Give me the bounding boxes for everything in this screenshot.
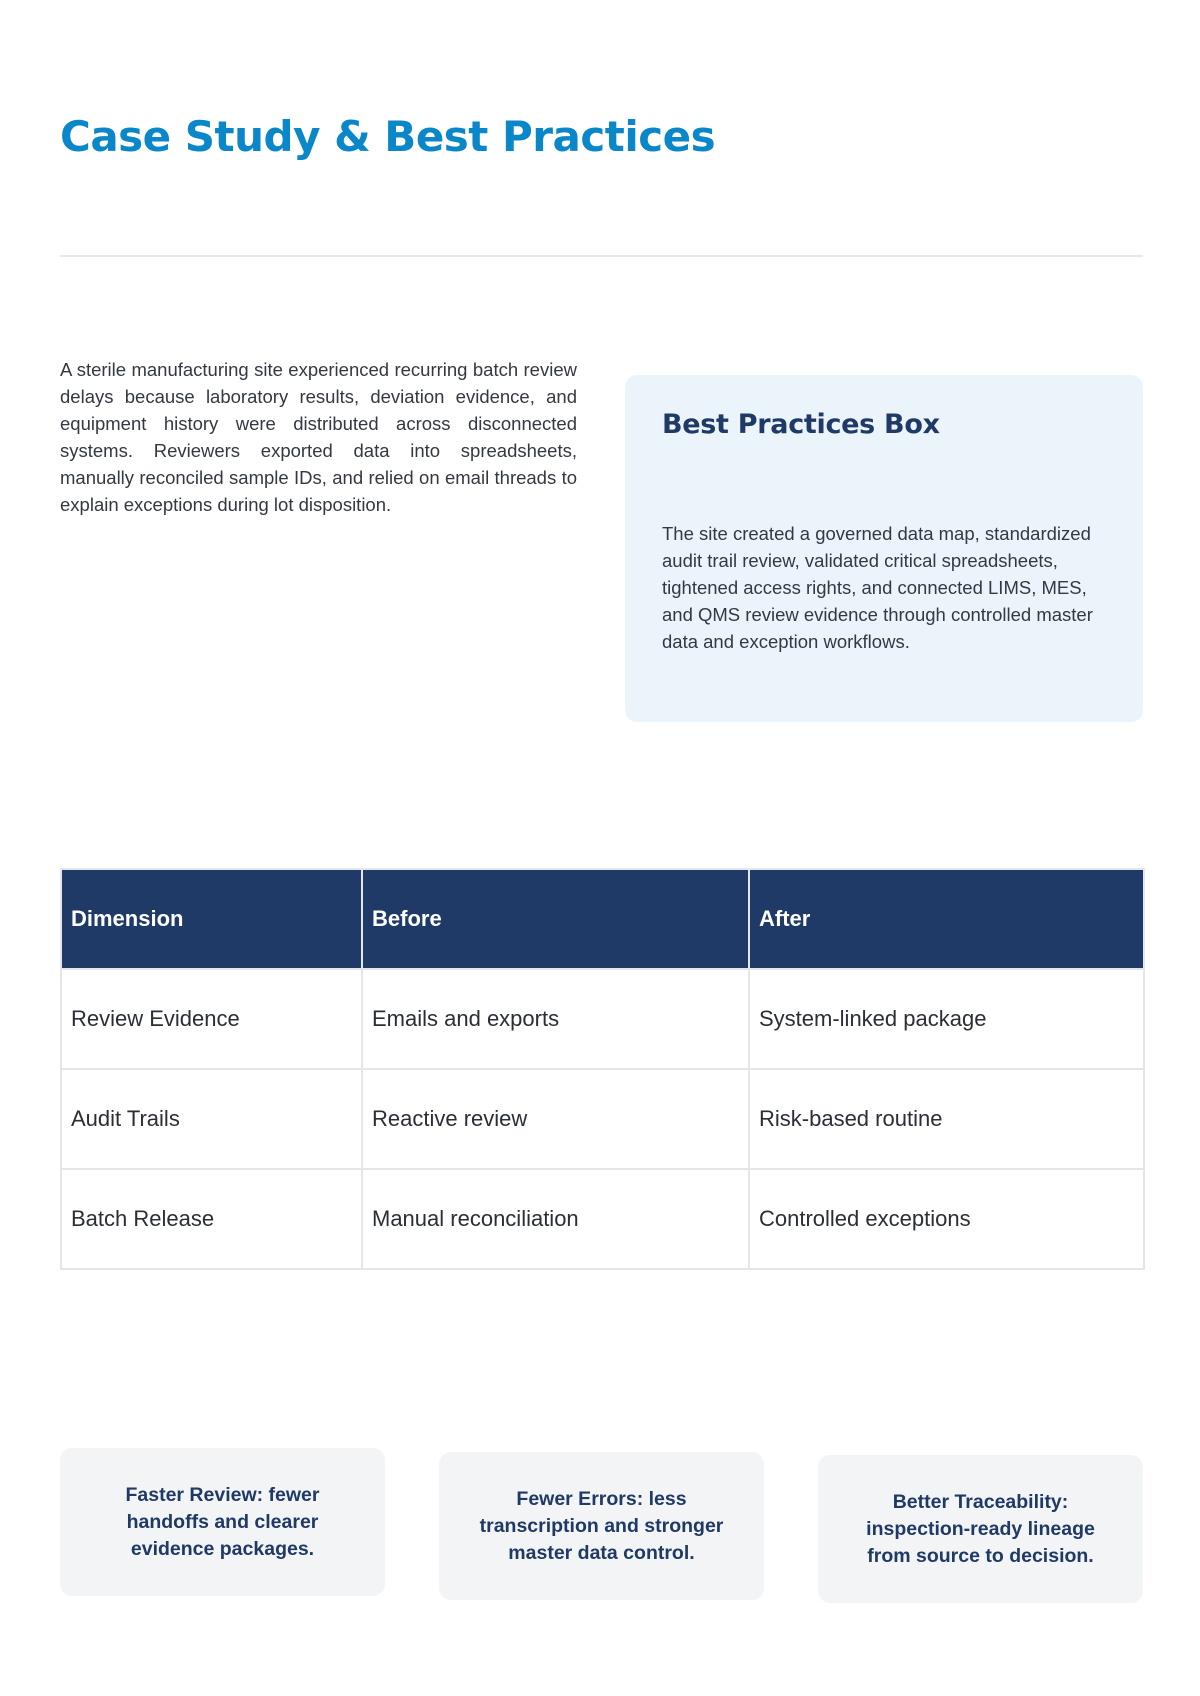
table-row [61,1169,1144,1269]
benefit-card-text: Faster Review: fewer handoffs and clearer evidence packages. [125,1483,320,1560]
benefit-card-faster-review [60,1448,385,1596]
header-before: Before [362,869,749,969]
cell-before: Emails and exports [362,969,749,1069]
best-practices-title: Best Practices Box [662,409,940,440]
cell-dimension: Batch Release [61,1169,362,1269]
benefit-card-text: Better Traceability: inspection-ready lineage from source to decision. [866,1490,1095,1567]
cell-after: Risk-based routine [749,1069,1144,1169]
cell-dimension: Audit Trails [61,1069,362,1169]
cell-before: Manual reconciliation [362,1169,749,1269]
benefit-card-fewer-errors [439,1452,764,1600]
table-row [61,1069,1144,1169]
cell-after: Controlled exceptions [749,1169,1144,1269]
cell-after: System-linked package [749,969,1144,1069]
benefit-card-better-traceability [818,1455,1143,1603]
benefit-card-text: Fewer Errors: less transcription and stronger master data control. [479,1487,724,1564]
intro-paragraph: A sterile manufacturing site experienced recurring batch review delays because laboratory results, deviation evidence, and equipment history were distributed across disconnected systems. Reviewers exported data into spreadsheets, manually reconciled sample IDs, and relied on email threads to explain exceptions during lot disposition. [60,359,577,515]
table-header-row [61,869,1144,969]
header-dimension: Dimension [61,869,362,969]
header-after: After [749,869,1144,969]
best-practices-box [625,375,1143,722]
cell-before: Reactive review [362,1069,749,1169]
page-title: Case Study & Best Practices [60,112,716,161]
title-divider [60,255,1143,257]
table-row [61,969,1144,1069]
comparison-table [60,868,1145,1270]
cell-dimension: Review Evidence [61,969,362,1069]
best-practices-text: The site created a governed data map, standardized audit trail review, validated critical spreadsheets, tightened access rights, and connected LIMS, MES, and QMS review evidence through controlled master data and exception workflows. [662,523,1093,652]
